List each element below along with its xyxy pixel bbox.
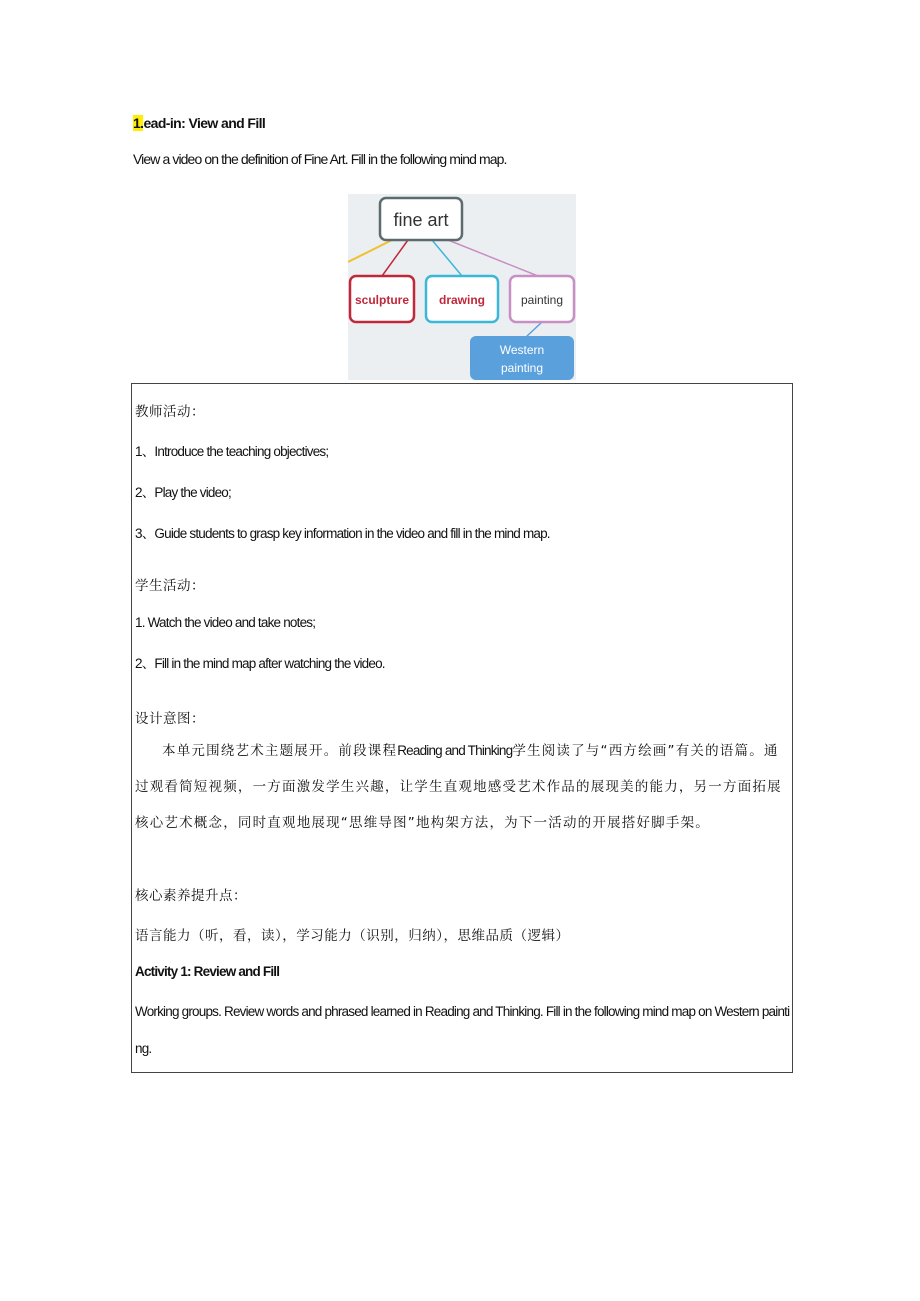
section-heading (133, 115, 265, 131)
intro-text: View a video on the definition of Fine Art. Fill in the following mind map. (133, 151, 507, 167)
heading-number: 1. (133, 115, 144, 131)
design-para-english: Reading and Thinking (397, 743, 513, 758)
western-painting-label-line1: Western (499, 343, 545, 357)
core-literacy-title: 核心素养提升点： (135, 888, 247, 904)
student-item-1: 1. Watch the video and take notes; (135, 615, 316, 630)
student-activity-title: 学生活动： (135, 578, 205, 594)
design-intent-paragraph (135, 733, 787, 841)
sculpture-label: sculpture (354, 293, 410, 307)
teacher-activity-title: 教师活动： (135, 404, 205, 420)
drawing-label: drawing (438, 293, 486, 307)
activity-1-title: Activity 1: Review and Fill (135, 964, 280, 979)
teacher-item-3: 3、Guide students to grasp key information in the video and fill in the mind map. (135, 526, 550, 541)
painting-label: painting (520, 293, 564, 307)
root-node-label: fine art (393, 210, 449, 230)
teacher-item-2: 2、Play the video; (135, 485, 231, 500)
design-intent-title: 设计意图： (135, 711, 205, 727)
activity-1-text: Working groups. Review words and phrased learned in Reading and Thinking. Fill in the following mind map on Western painting. (135, 1004, 790, 1056)
core-literacy-text: 语言能力（听，看，读），学习能力（识别，归纳），思维品质（逻辑） (135, 928, 570, 944)
lesson-plan-table (131, 383, 793, 1073)
design-para-part1: 本单元围绕艺术主题展开。前段课程 (162, 743, 398, 759)
heading-text: ead-in: View and Fill (143, 115, 266, 131)
design-para-part2: 学生阅读了与“西方绘画”有关的语篇。通过观看简短视频，一方面激发学生兴趣，让学生直观地感受艺术作品的展现美的能力，另一方面拓展核心艺术概念，同时直观地展现“思维导图”地构架方法，为下一活动的开展搭好脚手架。 (135, 743, 782, 831)
western-painting-label-line2: painting (500, 361, 544, 375)
student-item-2: 2、Fill in the mind map after watching the video. (135, 656, 385, 671)
teacher-item-1: 1、Introduce the teaching objectives; (135, 444, 329, 459)
mind-map-image (348, 194, 576, 380)
